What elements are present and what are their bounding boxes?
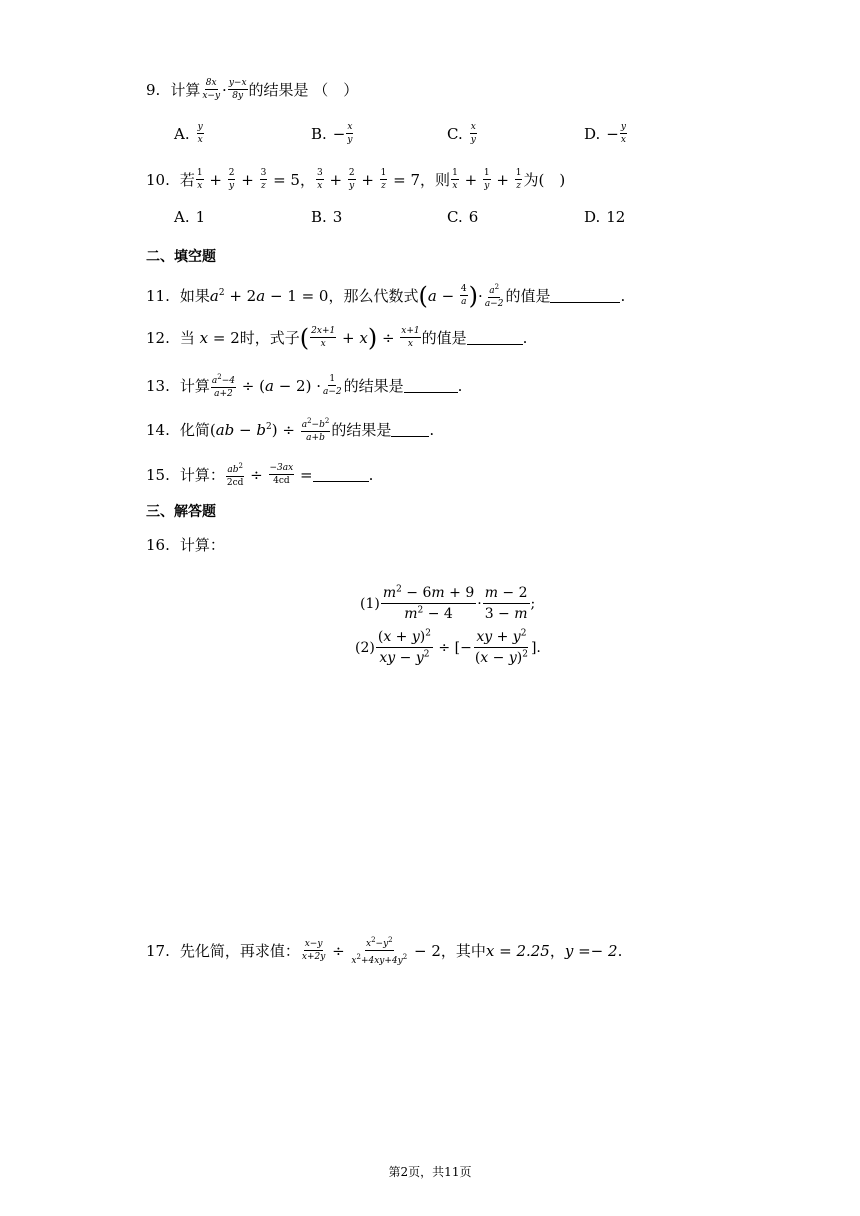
separator: ， (549, 941, 565, 960)
denominator: y (470, 135, 476, 145)
numerator: 3 (260, 168, 267, 178)
option-c[interactable] (447, 122, 478, 145)
option-label: B. (311, 124, 327, 143)
option-label: C. (447, 208, 463, 226)
option-label: D. (584, 124, 601, 143)
condition-equation: $a^2 + 2a - 1 = 0$ (209, 286, 329, 305)
fraction: $\frac{2x+1}{x}$ (311, 326, 336, 349)
section-heading: 二、填空题 (146, 249, 216, 265)
denominator: x (197, 135, 203, 145)
question-end: . (429, 420, 435, 439)
equation-part-1: (1) $\frac{m^2 - 6m + 9}{m^2 - 4}$ · $\frac{m - 2}{3 - m}$ ; (360, 584, 536, 622)
fraction (260, 168, 268, 191)
option-a[interactable] (174, 208, 205, 226)
answer-blank[interactable] (550, 288, 620, 303)
option-label: C. (447, 124, 463, 143)
fraction (228, 168, 236, 191)
question-number: 17. (146, 941, 170, 960)
question-suffix: 为( ) (523, 170, 566, 189)
option-value: 1 (195, 208, 206, 226)
question-number: 14. (146, 420, 170, 439)
question-suffix: 的值是 (421, 328, 467, 347)
denominator: y (229, 181, 235, 191)
question-prefix: 计算 (170, 80, 201, 99)
numerator: 2 (348, 168, 355, 178)
fraction (380, 168, 388, 191)
question-15: 15. 计算： $\frac{ab^2}{2cd}$ ÷ $\frac{-3ax}{4cd}$ = . (146, 462, 374, 488)
option-a[interactable] (174, 122, 205, 145)
fraction: $\frac{m^2 - 6m + 9}{m^2 - 4}$ (382, 584, 475, 622)
fraction (470, 122, 477, 145)
fraction: $\frac{1}{y}$ (483, 168, 490, 191)
numerator: x (347, 122, 353, 132)
option-label: B. (311, 208, 327, 226)
fraction: $\frac{(x + y)^2}{xy - y^2}$ (377, 628, 431, 666)
question-number: 10. (146, 170, 170, 189)
question-prefix: 如果 (179, 286, 210, 305)
fraction: $\frac{a^2-4}{a+2}$ (211, 373, 235, 399)
denominator: y (349, 181, 355, 191)
question-end: . (457, 376, 463, 395)
separator: ， (299, 170, 315, 189)
fraction (196, 168, 204, 191)
option-label: D. (584, 208, 601, 226)
question-number: 13. (146, 376, 170, 395)
fraction: $\frac{x+1}{x}$ (401, 326, 420, 349)
option-label: A. (174, 208, 190, 226)
question-suffix: 的结果是 (343, 376, 404, 395)
question-mid: ，那么代数式 (328, 286, 419, 305)
numerator: y (620, 122, 626, 132)
numerator: 2 (228, 168, 235, 178)
fraction: $\frac{x^2-y^2}{x^2+4xy+4y^2}$ (351, 936, 408, 966)
option-sign: − (606, 124, 619, 143)
question-prefix: 计算： (179, 465, 225, 484)
fraction: $\frac{xy + y^2}{(x - y)^2}$ (474, 628, 528, 666)
fraction: $\frac{-3ax}{4cd}$ (269, 463, 294, 486)
option-b[interactable] (311, 208, 342, 226)
question-prefix: 先化简，再求值： (179, 941, 300, 960)
denominator: 8y (232, 91, 244, 101)
page-footer: 第2页，共11页 (388, 1165, 472, 1179)
question-17: 17. 先化简，再求值： $\frac{x-y}{x+2y}$ ÷ $\frac{x^2-y^2}{x^2+4xy+4y^2}$ − 2 ，其中 x = 2.25 ， y =− 2 . (146, 936, 623, 966)
question-number: 11. (146, 286, 170, 305)
part-label: (1) (360, 595, 380, 612)
question-9 (146, 78, 358, 101)
answer-blank[interactable] (404, 378, 458, 393)
fraction (228, 78, 248, 101)
denominator: z (381, 181, 386, 191)
fraction: $\frac{4}{a}$ (460, 284, 467, 307)
rhs-value: 5 (290, 170, 300, 189)
dot-operator: · (222, 80, 227, 99)
fraction (197, 122, 204, 145)
numerator: 1 (380, 168, 387, 178)
question-end: . (522, 328, 528, 347)
fraction: $\frac{a^2-b^2}{a+b}$ (301, 417, 330, 443)
question-prefix: 若 (179, 170, 195, 189)
fraction (348, 168, 356, 191)
rhs-value: 7 (410, 170, 421, 189)
option-sign: − (332, 124, 346, 143)
equation-part-2: (2) $\frac{(x + y)^2}{xy - y^2}$ ÷ [− $\frac{xy + y^2}{(x - y)^2}$ ]. (355, 628, 541, 666)
numerator: y−x (228, 78, 247, 88)
question-suffix: 的值是 (505, 286, 551, 305)
denominator: z (261, 181, 266, 191)
question-prefix: 化简 (179, 420, 210, 439)
denominator: y (347, 135, 353, 145)
numerator: 3 (316, 168, 323, 178)
fraction: $\frac{m - 2}{3 - m}$ (484, 585, 528, 622)
question-16 (146, 535, 225, 555)
question-mid: 时，式子 (239, 328, 300, 347)
fraction: $\frac{1}{x}$ (452, 168, 458, 191)
question-prefix: 计算 (179, 376, 210, 395)
option-b[interactable] (311, 122, 354, 145)
numerator: x (470, 122, 476, 132)
denominator: x (620, 135, 626, 145)
answer-blank[interactable] (313, 467, 369, 482)
question-number: 16. (146, 536, 170, 554)
y-value: y =− 2 (564, 941, 618, 960)
fraction: $\frac{ab^2}{2cd}$ (226, 462, 244, 488)
answer-blank[interactable] (391, 422, 429, 437)
numerator: 1 (196, 168, 203, 178)
fraction: $\frac{1}{z}$ (515, 168, 522, 191)
question-14: 14. 化简 ( ab − $b^2$ ) ÷ $\frac{a^2-b^2}{a+b}$ 的结果是 . (146, 417, 435, 443)
answer-blank[interactable] (467, 330, 523, 345)
option-c[interactable] (447, 208, 478, 226)
question-prefix: 计算： (179, 536, 225, 554)
question-12: 12. 当 x = 2 时，式子 ( $\frac{2x+1}{x}$ + x ) ÷ $\frac{x+1}{x}$ 的值是 . (146, 323, 528, 352)
denominator: x (317, 181, 323, 191)
x-value: x = 2.25 (485, 941, 550, 960)
fraction (620, 122, 627, 145)
fraction (201, 78, 221, 101)
denominator: x−y (202, 91, 221, 101)
question-suffix: 的结果是 （ ） (248, 80, 359, 99)
denominator: x (197, 181, 203, 191)
question-end: . (617, 941, 623, 960)
fraction: $\frac{x-y}{x+2y}$ (301, 939, 326, 962)
option-d[interactable] (584, 122, 628, 145)
option-label: A. (174, 124, 190, 143)
question-suffix: 的结果是 (331, 420, 392, 439)
numerator: y (197, 122, 203, 132)
numerator: 8x (205, 78, 217, 88)
option-value: 12 (606, 208, 626, 226)
question-end: . (620, 286, 626, 305)
question-number: 12. (146, 328, 170, 347)
fraction: $\frac{1}{a-2}$ (322, 374, 342, 397)
fraction: $\frac{a^2}{a-2}$ (484, 283, 504, 309)
question-13: 13. 计算 $\frac{a^2-4}{a+2}$ ÷ ( a − 2) · $\frac{1}{a-2}$ 的结果是 . (146, 373, 463, 399)
question-number: 9. (146, 80, 161, 99)
part-label: (2) (355, 639, 375, 656)
option-d[interactable] (584, 208, 625, 226)
then-text: ，则 (420, 170, 451, 189)
option-value: 6 (468, 208, 479, 226)
question-mid: ，其中 (440, 941, 486, 960)
question-end: . (368, 465, 374, 484)
section-heading: 三、解答题 (146, 504, 216, 520)
question-10: 10. 若 $\frac{1}{x}$ + $\frac{2}{y}$ + $\frac{3}{z}$ = 5 ， $\frac{3}{x}$ + $\frac{2}{y}$ + $\frac{1}{z}$ = 7 ，则 $\frac{1}{x}$ + $\frac{1}{y}$ + $\frac{1}{z}$ 为( ) (146, 168, 566, 191)
question-11: 11. 如果 $a^2 + 2a - 1 = 0$ ，那么代数式 ( a − $\frac{4}{a}$ ) · $\frac{a^2}{a-2}$ 的值是 . (146, 281, 626, 310)
fraction (316, 168, 324, 191)
question-number: 15. (146, 465, 170, 484)
fraction (346, 122, 353, 145)
option-value: 3 (332, 208, 343, 226)
question-prefix: 当 (179, 328, 195, 347)
